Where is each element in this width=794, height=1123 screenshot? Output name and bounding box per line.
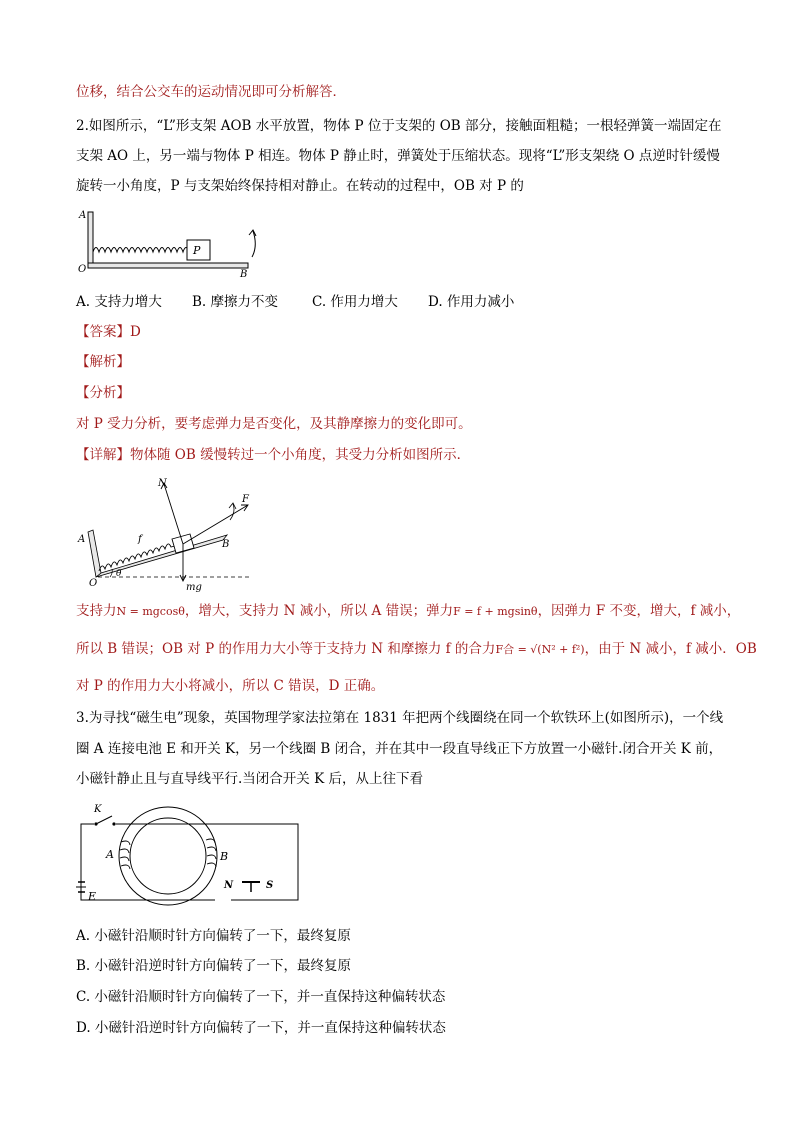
sol2-text-c: ，由于 N 减小，f 减小．OB [584,641,757,657]
q2-fenxi-label: 【分析】 [76,385,130,401]
q2-fenxi-text: 对 P 受力分析，要考虑弹力是否变化，及其静摩擦力的变化即可。 [76,416,472,432]
fig1-label-o: O [78,264,87,275]
fig3-label-k: K [94,804,102,815]
q2-solution-line-3: 对 P 的作用力大小将减小，所以 C 错误，D 正确。 [76,678,385,694]
fig3-label-a: A [106,848,114,861]
sol1-text-c: ，增大，支持力 N 减小，所以 A 错误；弹力 [184,603,454,619]
q3-stem-line-1: 3.为寻找“磁生电”现象，英国物理学家法拉第在 1831 年把两个线圈绕在同一个软铁环上(如图所示)，一个线 [76,710,724,726]
fig2-label-b: B [222,539,230,550]
q2-option-d: D. 作用力减小 [428,294,515,310]
q2-solution-line-1 [76,601,740,622]
q2-answer: 【答案】D [76,324,141,340]
fig2-label-f-small: f [138,534,142,545]
q1-solution-tail: 位移，结合公交车的运动情况即可分析解答． [76,84,346,100]
q3-stem-line-3: 小磁针静止且与直导线平行.当闭合开关 K 后，从上往下看 [76,771,423,787]
q2-option-c: C. 作用力增大 [312,294,398,310]
q2-stem-line-1: 2.如图所示，“L”形支架 AOB 水平放置，物体 P 位于支架的 OB 部分，接触面粗糙；一根轻弹簧一端固定在 [76,118,722,134]
q2-stem-line-3: 旋转一小角度，P 与支架始终保持相对静止。在转动的过程中，OB 对 P 的 [76,178,524,194]
sol2-formula-resultant: F合 = √(N² + f²) [495,643,585,656]
fig3-label-e: E [88,890,97,903]
q2-detail-text: 物体随 OB 缓慢转过一个小角度，其受力分析如图所示． [130,447,471,463]
fig2-label-o: O [89,578,98,589]
fig2-label-mg: mg [186,582,202,592]
sol1-formula-normal-force: N = mgcosθ [116,605,185,618]
q2-figure-bracket [76,206,266,280]
fig1-label-a: A [79,210,87,221]
sol1-formula-spring-force: F = f + mgsinθ [453,605,538,618]
fig3-label-n: N [224,880,234,891]
sol1-text-a: 支持力 [76,603,117,619]
sol2-text-a: 所以 B 错误；OB 对 P 的作用力大小等于支持力 N 和摩擦力 f 的合力 [76,641,496,657]
fig1-label-p: P [193,244,201,257]
q2-option-a: A. 支持力增大 [76,294,162,310]
q2-solution-line-2 [76,639,757,660]
fig2-label-n: N [158,478,167,489]
q3-option-c: C. 小磁针沿顺时针方向偏转了一下，并一直保持这种偏转状态 [76,989,446,1005]
q2-detail-label: 【详解】 [76,447,130,463]
q2-jiexi-label: 【解析】 [76,354,130,370]
fig1-label-b: B [240,269,248,280]
fig3-label-s: S [266,880,274,891]
q2-stem-line-2: 支架 AO 上，另一端与物体 P 相连。物体 P 静止时，弹簧处于压缩状态。现将“L”形支架绕 O 点逆时针缓慢 [76,148,720,164]
q2-option-b: B. 摩擦力不变 [192,294,279,310]
fig2-label-f-big: F [242,494,249,505]
q3-figure-faraday-ring [76,802,302,906]
q3-option-d: D. 小磁针沿逆时针方向偏转了一下，并一直保持这种偏转状态 [76,1020,446,1036]
fig3-label-b: B [220,850,229,863]
q2-detail-line [76,445,470,465]
q3-stem-line-2: 圈 A 连接电池 E 和开关 K，另一个线圈 B 闭合，并在其中一段直导线正下方放置一小磁针.闭合开关 K 前， [76,741,723,757]
q3-option-a: A. 小磁针沿顺时针方向偏转了一下，最终复原 [76,928,351,944]
fig2-label-a: A [78,534,86,545]
q2-figure-force-analysis [76,472,256,592]
q3-option-b: B. 小磁针沿逆时针方向偏转了一下，最终复原 [76,958,352,974]
sol1-text-e: ，因弹力 F 不变，增大，f 减小， [537,603,741,619]
fig2-label-theta: θ [116,569,122,579]
